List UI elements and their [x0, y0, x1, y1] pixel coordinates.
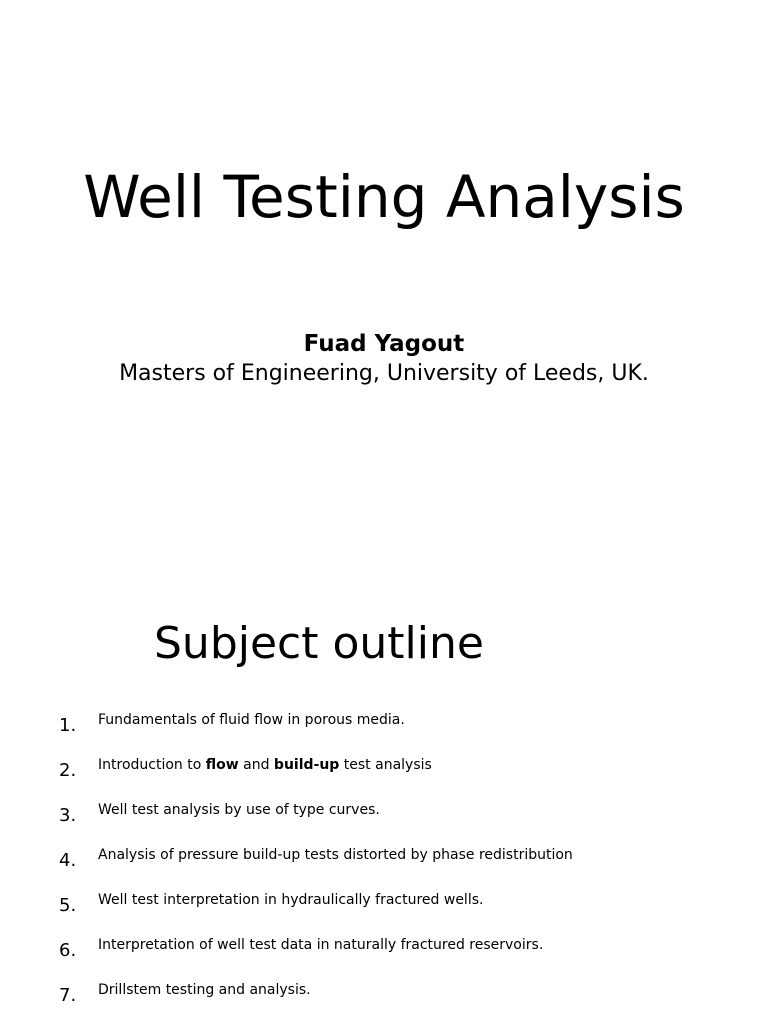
outline-list	[0, 706, 768, 1021]
item-text-pre: Introduction to	[98, 757, 206, 773]
item-number: 1.	[59, 715, 77, 736]
item-number: 2.	[59, 760, 77, 781]
outline-item	[0, 706, 768, 751]
item-text-post: test analysis	[339, 757, 432, 773]
item-number: 6.	[59, 940, 77, 961]
item-text: Interpretation of well test data in naturally fractured reservoirs.	[98, 937, 544, 953]
item-text: Well test analysis by use of type curves.	[98, 802, 380, 818]
outline-item	[0, 886, 768, 931]
item-text-mid: and	[238, 757, 274, 773]
item-text-bold-buildup: build-up	[273, 757, 340, 773]
outline-item	[0, 751, 768, 796]
item-text: Drillstem testing and analysis.	[98, 982, 311, 998]
item-number: 5.	[59, 895, 77, 916]
outline-item	[0, 841, 768, 886]
document-title: Well Testing Analysis	[83, 163, 685, 231]
outline-item	[0, 931, 768, 976]
outline-item	[0, 796, 768, 841]
item-text-bold-flow: flow	[205, 757, 239, 773]
item-number: 7.	[59, 985, 77, 1006]
item-text	[98, 756, 432, 774]
item-number: 4.	[59, 850, 77, 871]
item-text: Analysis of pressure build-up tests distorted by phase redistribution	[98, 847, 573, 863]
item-text: Fundamentals of fluid flow in porous media.	[98, 712, 405, 728]
item-number: 3.	[59, 805, 77, 826]
outline-item	[0, 976, 768, 1021]
author-name: Fuad Yagout	[303, 331, 465, 357]
outline-heading: Subject outline	[154, 618, 484, 669]
item-text: Well test interpretation in hydraulically fractured wells.	[98, 892, 484, 908]
author-affiliation: Masters of Engineering, University of Leeds, UK.	[119, 361, 649, 386]
